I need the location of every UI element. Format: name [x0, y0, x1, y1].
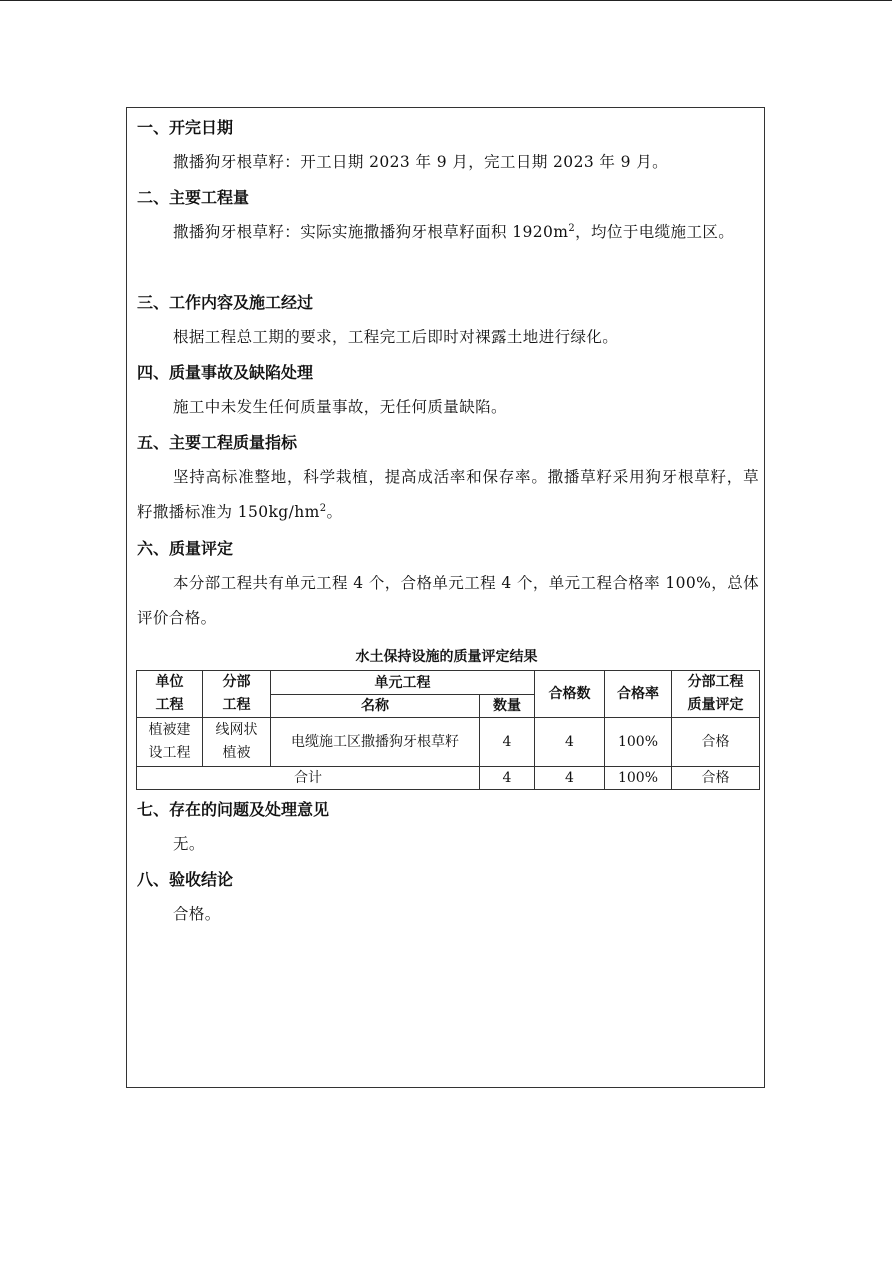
- table-row: [137, 718, 760, 767]
- cell-assessment: 合格: [672, 718, 760, 767]
- header-name: 名称: [271, 695, 480, 718]
- table-caption: 水土保持设施的质量评定结果: [355, 649, 538, 665]
- section-body-5: 坚持高标准整地，科学栽植，提高成活率和保存率。撒播草籽采用狗牙根草籽，草籽撒播标准为 $150kg/hm^2$。: [137, 468, 759, 521]
- section-heading-6: 六、质量评定: [137, 539, 234, 558]
- page-top-border: [0, 0, 892, 1]
- section-heading-8: 八、验收结论: [137, 870, 234, 889]
- report-frame: [126, 107, 765, 1088]
- cell-unit: 植被建 设工程: [137, 718, 203, 767]
- header-part: 分部 工程: [203, 671, 271, 718]
- quality-table: [136, 670, 760, 790]
- section-heading-3: 三、工作内容及施工经过: [137, 293, 314, 312]
- table-total-row: [137, 767, 760, 790]
- cell-name: 电缆施工区撒播狗牙根草籽: [271, 718, 480, 767]
- section-heading-1: 一、开完日期: [137, 118, 234, 137]
- header-count: 数量: [480, 695, 535, 718]
- total-label: 合计: [137, 767, 480, 790]
- header-qualified-count: 合格数: [535, 671, 605, 718]
- cell-rate: 100%: [605, 718, 672, 767]
- section-heading-5: 五、主要工程质量指标: [137, 433, 298, 452]
- header-element: 单元工程: [271, 671, 535, 695]
- total-assessment: 合格: [672, 767, 760, 790]
- table-header-row: [137, 671, 760, 695]
- cell-part: 线网状 植被: [203, 718, 271, 767]
- section-body-3: 根据工程总工期的要求，工程完工后即时对裸露土地进行绿化。: [173, 328, 619, 346]
- section-heading-4: 四、质量事故及缺陷处理: [137, 363, 314, 382]
- section-heading-2: 二、主要工程量: [137, 188, 250, 207]
- header-assessment: 分部工程 质量评定: [672, 671, 760, 718]
- cell-qualified: 4: [535, 718, 605, 767]
- cell-count: 4: [480, 718, 535, 767]
- total-count: 4: [480, 767, 535, 790]
- section-body-6: 本分部工程共有单元工程 4 个，合格单元工程 4 个，单元工程合格率 100%，总体评价合格。: [137, 574, 759, 627]
- section-body-1: 撒播狗牙根草籽：开工日期 2023 年 9 月，完工日期 2023 年 9 月。: [173, 153, 669, 171]
- header-rate: 合格率: [605, 671, 672, 718]
- section-body-8: 合格。: [173, 905, 221, 923]
- section-body-4: 施工中未发生任何质量事故，无任何质量缺陷。: [173, 398, 507, 416]
- section-body-2: 撒播狗牙根草籽：实际实施撒播狗牙根草籽面积 $1920m^2$，均位于电缆施工区。: [173, 222, 735, 241]
- header-unit: 单位 工程: [137, 671, 203, 718]
- section-heading-7: 七、存在的问题及处理意见: [137, 800, 330, 819]
- total-rate: 100%: [605, 767, 672, 790]
- total-qualified: 4: [535, 767, 605, 790]
- section-body-7: 无。: [173, 835, 205, 853]
